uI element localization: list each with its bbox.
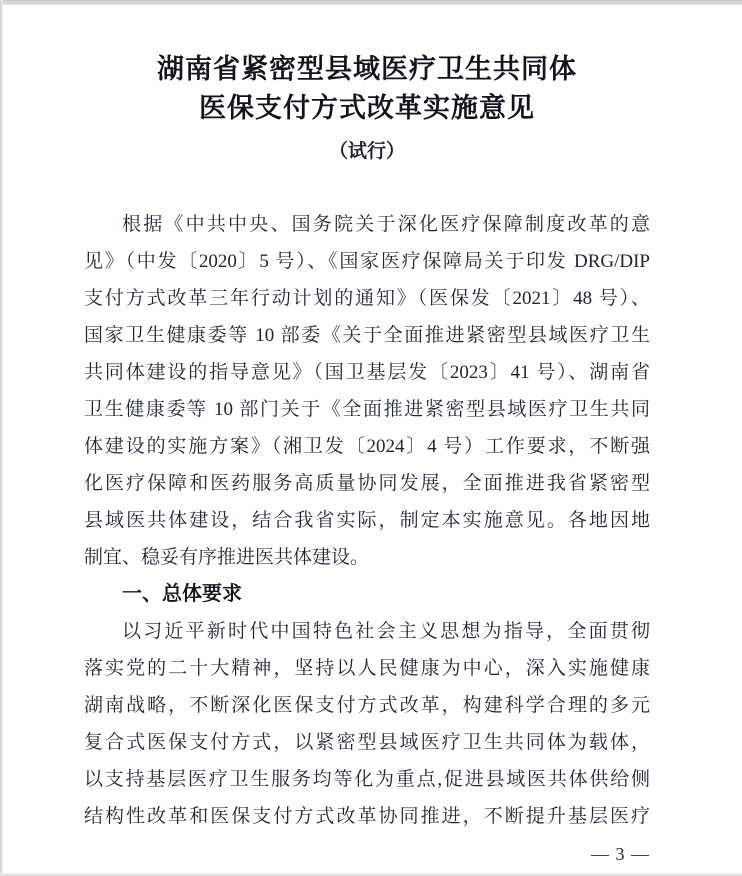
paragraph-line: 根据《中共中央、国务院关于深化医疗保障制度改革的意: [122, 214, 650, 235]
paragraph-line: 复合式医保支付方式，以紧密型县域医疗卫生共同体为载体，: [84, 732, 650, 753]
paragraph-line: 共同体建设的指导意见》（国卫基层发〔2023〕41 号）、湖南省: [84, 362, 650, 383]
paragraph-line: 湖南战略，不断深化医保支付方式改革，构建科学合理的多元: [84, 695, 650, 716]
document-title-line1: 湖南省紧密型县域医疗卫生共同体: [157, 54, 577, 84]
paragraph-line: 落实党的二十大精神，坚持以人民健康为中心，深入实施健康: [84, 658, 650, 679]
document-title: [84, 50, 650, 128]
paragraph-line: 制宜、稳妥有序推进医共体建设。: [84, 547, 370, 568]
document-title-line2: 医保支付方式改革实施意见: [199, 93, 535, 123]
paragraph-line: 以支持基层医疗卫生服务均等化为重点,促进县域医共体供给侧: [84, 769, 650, 790]
paragraph-line: 县域医共体建设，结合我省实际，制定本实施意见。各地因地: [84, 510, 650, 531]
page-number: — 3 —: [591, 844, 650, 864]
section-heading: 一、总体要求: [122, 583, 242, 605]
paragraph-line: 支付方式改革三年行动计划的通知》（医保发〔2021〕48 号）、: [84, 288, 650, 309]
paragraph-line: 结构性改革和医保支付方式改革协同推进，不断提升基层医疗: [84, 806, 650, 827]
document-body: [84, 206, 650, 835]
paragraph-line: 卫生健康委等 10 部门关于《全面推进紧密型县域医疗卫生共同: [84, 399, 650, 420]
document-subtitle: （试行）: [328, 141, 405, 162]
paragraph-line: 以习近平新时代中国特色社会主义思想为指导，全面贯彻: [122, 621, 650, 642]
paragraph-line: 化医疗保障和医药服务高质量协同发展，全面推进我省紧密型: [84, 473, 650, 494]
paragraph-line: 见》（中发〔2020〕5 号）、《国家医疗保障局关于印发 DRG/DIP: [84, 251, 650, 272]
paragraph-line: 国家卫生健康委等 10 部委《关于全面推进紧密型县域医疗卫生: [84, 325, 650, 346]
paragraph-line: 体建设的实施方案》（湘卫发〔2024〕4 号）工作要求，不断强: [84, 436, 650, 457]
